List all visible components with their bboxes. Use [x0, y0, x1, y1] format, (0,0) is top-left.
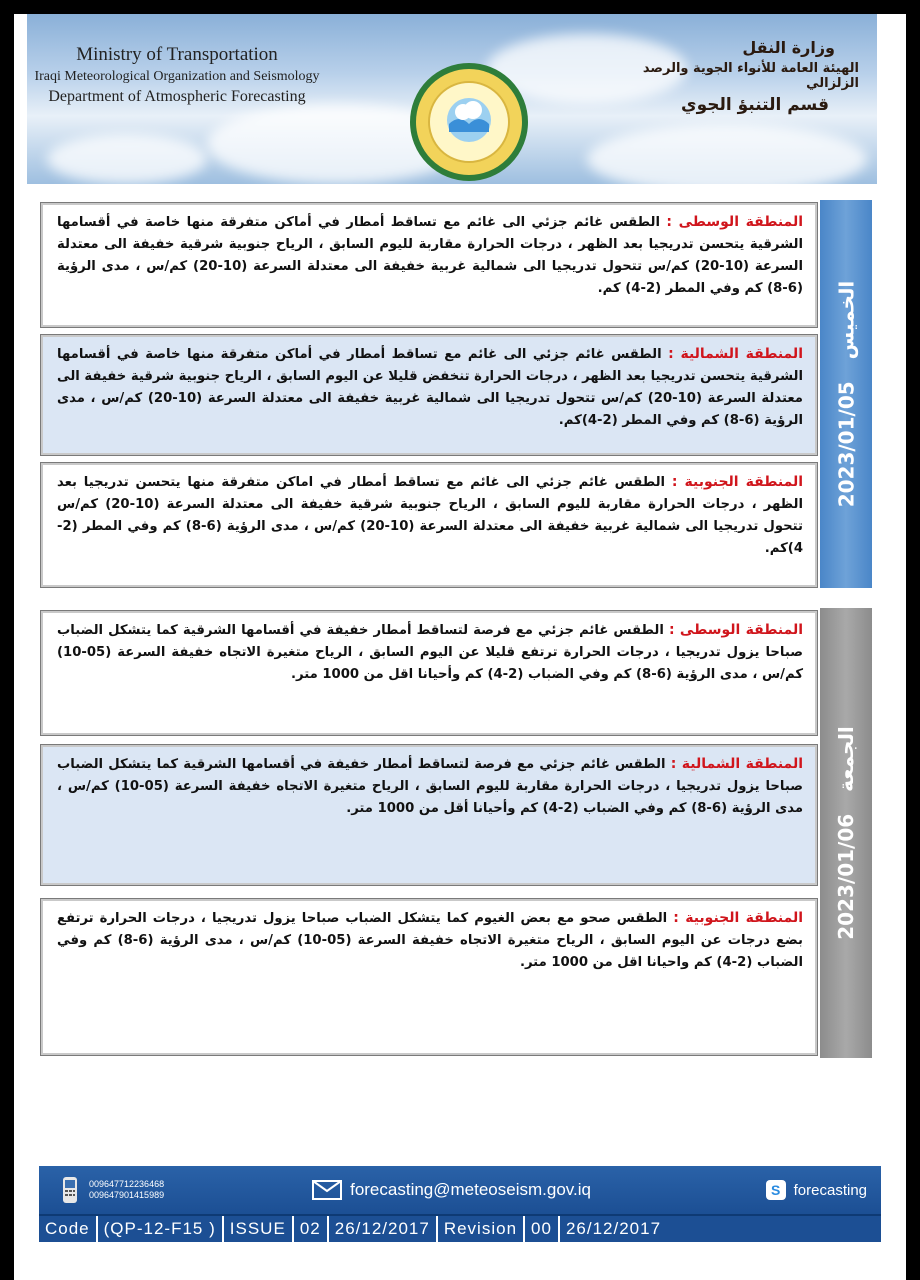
region-label: المنطقة الشمالية :	[670, 756, 803, 772]
document-footer	[39, 1166, 881, 1242]
forecast-day1-south	[40, 462, 818, 588]
revision-label: Revision	[438, 1216, 525, 1242]
skype-contact[interactable]	[766, 1180, 867, 1200]
ministry-name-en: Ministry of Transportation	[76, 44, 278, 65]
phone-icon	[61, 1176, 79, 1204]
day-date: 2023/01/06	[834, 813, 859, 940]
region-label: المنطقة الجنوبية :	[673, 910, 804, 926]
email-address[interactable]: forecasting@meteoseism.gov.iq	[350, 1180, 591, 1199]
region-forecast-text: الطقس غائم جزئي الى غائم مع تساقط أمطار في أماكن متفرقة منها خاصة في أقسامها الشرقية يتحسن تدريجيا بعد الظهر ، درجات الحرارة تنخفض قليلا عن اليوم السابق ، الرياح جنوبية شرقية خفيفة الى معتدلة السرعة (10-20) كم/س تتحول تدريجيا الى شمالية غربية خفيفة الى معتدلة السرعة (10-20) كم/س ، مدى الرؤية (6-8) كم وفي المطر (2-4)كم.	[57, 347, 803, 428]
ministry-name-ar: وزارة النقل	[742, 38, 835, 57]
header-arabic	[599, 38, 859, 115]
skype-icon: S	[766, 1180, 786, 1200]
day-band-friday	[820, 608, 872, 1058]
organization-logo	[409, 62, 529, 182]
organization-name-ar: الهيئة العامة للأنواء الجوية والرصد الزلزالي	[642, 61, 859, 91]
revision-number: 00	[525, 1216, 560, 1242]
issue-label: ISSUE	[224, 1216, 294, 1242]
email-contact[interactable]	[312, 1180, 591, 1200]
organization-name-en: Iraqi Meteorological Organization and Seismology	[34, 69, 320, 84]
document-control-bar	[39, 1214, 881, 1242]
department-name-en: Department of Atmospheric Forecasting	[48, 88, 306, 105]
code-value: (QP-12-F15 )	[98, 1216, 224, 1242]
region-label: المنطقة الجنوبية :	[671, 474, 804, 490]
revision-date: 26/12/2017	[565, 1219, 662, 1238]
skype-handle[interactable]: forecasting	[793, 1181, 867, 1199]
header-english	[27, 44, 327, 106]
forecast-day1-central	[40, 202, 818, 328]
issue-date: 26/12/2017	[329, 1216, 438, 1242]
phone-number[interactable]: 009647712236468	[89, 1179, 165, 1189]
phone-number[interactable]: 009647901415989	[89, 1190, 165, 1200]
region-forecast-text: الطقس غائم جزئي مع فرصة لتساقط أمطار خفيفة في أقسامها الشرقية كما يتشكل الضباب صباحا يزول تدريجيا ، درجات الحرارة مقاربة لليوم السابق ، الرياح متغيرة الاتجاه خفيفة السرعة (05-10) كم/س ، مدى الرؤية (6-8) كم وفي الضباب (2-4) كم وأحيانا أقل من 1000 متر.	[57, 757, 803, 816]
region-forecast-text: الطقس غائم جزئي الى غائم مع تساقط أمطار في أماكن متفرقة منها خاصة في أقسامها الشرقية يتحسن تدريجيا بعد الظهر ، درجات الحرارة مقاربة لليوم السابق ، الرياح جنوبية شرقية خفيفة الى معتدلة السرعة (10-20) كم/س تتحول تدريجيا الى شمالية غربية خفيفة الى معتدلة السرعة (10-20) كم/س ، مدى الرؤية (6-8) كم وفي المطر (2-4) كم.	[57, 215, 803, 296]
phone-contact	[61, 1176, 164, 1204]
day-date: 2023/01/05	[834, 381, 858, 508]
day-band-thursday	[820, 200, 872, 588]
issue-number: 02	[294, 1216, 329, 1242]
region-forecast-text: الطقس غائم جزئي الى غائم مع تساقط أمطار في اماكن متفرقة منها يتحسن تدريجيا بعد الظهر ، درجات الحرارة مقاربة لليوم السابق ، الرياح جنوبية شرقية خفيفة الى معتدلة السرعة (10-20) كم/س تتحول تدريجيا الى شمالية غربية خفيفة الى معتدلة السرعة (10-20) كم/س ، مدى الرؤية (6-8) كم وفي المطر (2-4)كم.	[57, 475, 803, 556]
day-name: الجمعة	[834, 726, 859, 792]
forecast-day1-north	[40, 334, 818, 456]
region-label: المنطقة الشمالية :	[668, 346, 803, 362]
region-forecast-text: الطقس غائم جزئي مع فرصة لتساقط أمطار خفيفة في أقسامها الشرقية كما يتشكل الضباب صباحا يزول تدريجيا ، درجات الحرارة ترتفع قليلا عن اليوم السابق ، الرياح متغيرة الاتجاه خفيفة السرعة (05-10) كم/س ، مدى الرؤية (6-8) كم وفي الضباب (2-4) كم وأحيانا اقل من 1000 متر.	[57, 623, 803, 682]
region-forecast-text: الطقس صحو مع بعض الغيوم كما يتشكل الضباب صباحا يزول تدريجيا ، درجات الحرارة ترتفع بضع درجات عن اليوم السابق ، الرياح متغيرة الاتجاه خفيفة السرعة (05-10) كم/س ، مدى الرؤية (6-8) كم وفي الضباب (2-4) كم واحيانا اقل من 1000 متر.	[57, 911, 803, 970]
forecast-day2-central	[40, 610, 818, 736]
forecast-day2-south	[40, 898, 818, 1056]
code-label: Code	[39, 1216, 98, 1242]
header-banner	[27, 14, 877, 184]
region-label: المنطقة الوسطى :	[668, 622, 804, 638]
contact-bar	[39, 1166, 881, 1214]
envelope-icon	[312, 1180, 342, 1200]
forecast-day2-north	[40, 744, 818, 886]
department-name-ar: قسم التنبؤ الجوي	[681, 95, 829, 115]
day-name: الخميس	[834, 280, 858, 360]
region-label: المنطقة الوسطى :	[666, 214, 804, 230]
